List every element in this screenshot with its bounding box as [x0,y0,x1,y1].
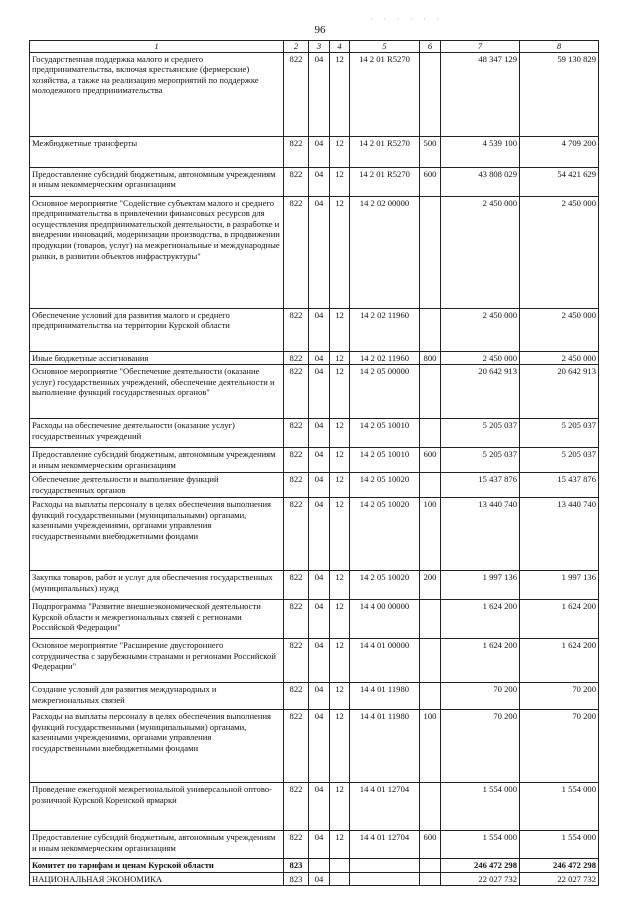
table-cell-s1: 48 347 129 [441,52,520,136]
table-cell-name: Подпрограмма "Развитие внешнеэкономической деятельности Курской области и межрегиональных связей с регионами Российской Федерации" [30,600,284,639]
table-cell-rz: 04 [309,571,330,600]
table-cell-s2: 1 554 000 [520,783,599,831]
table-cell-s1: 5 205 037 [441,448,520,473]
table-cell-s2: 70 200 [520,683,599,710]
table-cell-csr [350,859,420,873]
table-cell-csr: 14 4 01 00000 [350,639,420,683]
table-cell-pr: 12 [330,831,350,859]
table-cell-vr [420,52,441,136]
header-cell: 5 [350,41,420,53]
header-cell: 2 [284,41,309,53]
table-row [30,351,599,365]
table-cell-s1: 5 205 037 [441,419,520,448]
table-cell-gr: 822 [284,473,309,498]
table-cell-s2: 59 130 829 [520,52,599,136]
table-cell-vr: 600 [420,448,441,473]
table-cell-gr: 822 [284,448,309,473]
table-cell-s2: 2 450 000 [520,351,599,365]
table-row [30,571,599,600]
table-cell-s1: 70 200 [441,683,520,710]
table-cell-name: Предоставление субсидий бюджетным, автономным учреждениям и иным некоммерческим организациям [30,167,284,196]
table-cell-pr: 12 [330,473,350,498]
table-cell-pr: 12 [330,783,350,831]
table-cell-vr [420,683,441,710]
table-cell-rz: 04 [309,365,330,419]
table-row [30,683,599,710]
table-cell-s1: 2 450 000 [441,308,520,351]
table-cell-pr: 12 [330,600,350,639]
table-cell-gr: 822 [284,365,309,419]
table-row [30,52,599,136]
table-cell-s2: 5 205 037 [520,448,599,473]
table-cell-pr: 12 [330,351,350,365]
table-cell-csr: 14 4 01 11980 [350,710,420,783]
table-cell-s1: 1 554 000 [441,783,520,831]
table-cell-pr: 12 [330,52,350,136]
table-cell-csr: 14 4 00 00000 [350,600,420,639]
table-cell-s1: 20 642 913 [441,365,520,419]
table-body [30,52,599,886]
table-row [30,872,599,886]
table-cell-csr: 14 2 05 10020 [350,498,420,571]
table-cell-gr: 822 [284,351,309,365]
table-cell-s1: 15 437 876 [441,473,520,498]
table-cell-name: Межбюджетные трансферты [30,136,284,167]
table-cell-name: Основное мероприятие "Обеспечение деятельности (оказание услуг) государственных учреждений, обеспечение деятельности и выполнение функций государственных органов" [30,365,284,419]
table-cell-s1: 1 554 000 [441,831,520,859]
table-cell-pr: 12 [330,308,350,351]
table-cell-s2: 4 709 200 [520,136,599,167]
table-cell-rz: 04 [309,473,330,498]
table-cell-csr: 14 2 05 00000 [350,365,420,419]
table-cell-vr: 200 [420,571,441,600]
table-cell-rz [309,859,330,873]
table-cell-pr: 12 [330,683,350,710]
table-cell-rz: 04 [309,52,330,136]
table-cell-vr [420,473,441,498]
table-cell-s2: 22 027 732 [520,872,599,886]
table-cell-vr [420,308,441,351]
table-cell-rz: 04 [309,683,330,710]
table-cell-gr: 822 [284,710,309,783]
table-cell-vr [420,859,441,873]
table-row [30,448,599,473]
table-cell-gr: 822 [284,196,309,308]
header-cell: 3 [309,41,330,53]
table-cell-vr: 100 [420,498,441,571]
table-cell-gr: 822 [284,308,309,351]
table-cell-s2: 1 624 200 [520,600,599,639]
table-cell-pr: 12 [330,448,350,473]
table-cell-csr: 14 2 02 00000 [350,196,420,308]
table-cell-name: Обеспечение условий для развития малого и среднего предпринимательства на территории Курской области [30,308,284,351]
table-cell-s2: 2 450 000 [520,196,599,308]
table-row [30,419,599,448]
header-cell: 6 [420,41,441,53]
table-cell-name: Создание условий для развития международных и межрегиональных связей [30,683,284,710]
header-row [30,41,599,53]
table-cell-s1: 1 997 136 [441,571,520,600]
table-cell-pr: 12 [330,365,350,419]
table-cell-csr: 14 2 02 11960 [350,308,420,351]
table-cell-pr [330,859,350,873]
table-cell-rz: 04 [309,498,330,571]
table-cell-rz: 04 [309,419,330,448]
table-cell-rz: 04 [309,710,330,783]
table-cell-csr: 14 2 05 10020 [350,473,420,498]
table-cell-pr: 12 [330,639,350,683]
table-row [30,365,599,419]
table-cell-csr: 14 2 02 11960 [350,351,420,365]
table-cell-gr: 822 [284,419,309,448]
table-cell-name: Предоставление субсидий бюджетным, автономным учреждениям и иным некоммерческим организациям [30,831,284,859]
table-cell-s2: 5 205 037 [520,419,599,448]
table-cell-rz: 04 [309,136,330,167]
table-row [30,308,599,351]
table-cell-csr: 14 2 01 R5270 [350,52,420,136]
table-cell-s1: 4 539 100 [441,136,520,167]
table-cell-rz: 04 [309,308,330,351]
table-cell-s1: 1 624 200 [441,639,520,683]
table-cell-gr: 823 [284,872,309,886]
table-row [30,473,599,498]
page-number: 96 [314,24,326,36]
table-cell-vr: 600 [420,831,441,859]
table-cell-csr: 14 2 05 10020 [350,571,420,600]
table-row [30,498,599,571]
table-cell-gr: 822 [284,136,309,167]
table-cell-name: Расходы на выплаты персоналу в целях обеспечения выполнения функций государственными (муниципальными) органами, казенными учреждениями, органами управления государственными внебюджетными фондами [30,498,284,571]
table-cell-gr: 822 [284,52,309,136]
table-cell-name: Расходы на обеспечение деятельности (оказание услуг) государственных учреждений [30,419,284,448]
table-row [30,136,599,167]
table-cell-s1: 70 200 [441,710,520,783]
table-cell-rz: 04 [309,783,330,831]
table-cell-vr: 600 [420,167,441,196]
table-cell-rz: 04 [309,639,330,683]
table-cell-s2: 54 421 629 [520,167,599,196]
header-cell: 4 [330,41,350,53]
header-cell: 7 [441,41,520,53]
table-cell-name: Закупка товаров, работ и услуг для обеспечения государственных (муниципальных) нужд [30,571,284,600]
table-cell-s2: 20 642 913 [520,365,599,419]
table-cell-vr [420,783,441,831]
table-cell-vr [420,639,441,683]
table-cell-vr [420,419,441,448]
table-cell-name: Иные бюджетные ассигнования [30,351,284,365]
table-cell-s2: 1 997 136 [520,571,599,600]
table-cell-rz: 04 [309,448,330,473]
table-cell-gr: 823 [284,859,309,873]
table-cell-name: Проведение ежегодной межрегиональной универсальной оптово-розничной Курской Коренской ярмарки [30,783,284,831]
table-cell-rz: 04 [309,600,330,639]
table-cell-gr: 822 [284,498,309,571]
table-cell-name: Комитет по тарифам и ценам Курской области [30,859,284,873]
table-cell-s2: 1 624 200 [520,639,599,683]
table-cell-pr: 12 [330,167,350,196]
table-cell-gr: 822 [284,571,309,600]
table-cell-rz: 04 [309,872,330,886]
table-cell-rz: 04 [309,831,330,859]
table-cell-vr: 500 [420,136,441,167]
table-cell-name: Государственная поддержка малого и среднего предпринимательства, включая крестьянские (фермерские) хозяйства, а также на реализацию мероприятий по поддержке молодежного предпринимательства [30,52,284,136]
table-cell-csr: 14 4 01 12704 [350,831,420,859]
table-cell-s2: 70 200 [520,710,599,783]
table-cell-csr: 14 2 01 R5270 [350,167,420,196]
table-cell-pr: 12 [330,419,350,448]
table-row [30,710,599,783]
table-cell-s2: 15 437 876 [520,473,599,498]
table-cell-name: Предоставление субсидий бюджетным, автономным учреждениям и иным некоммерческим организациям [30,448,284,473]
table-cell-gr: 822 [284,167,309,196]
table-cell-gr: 822 [284,600,309,639]
table-cell-name: Основное мероприятие "Содействие субъектам малого и среднего предпринимательства в привлечении финансовых ресурсов для осуществления предпринимательской деятельности, в разработке и внедрении инноваций, модернизации производства, в продвижении продукции (товаров, услуг) на межрегиональные и международные рынки, в развитии объектов инфраструктуры" [30,196,284,308]
table-cell-gr: 822 [284,783,309,831]
table-row [30,783,599,831]
table-cell-rz: 04 [309,351,330,365]
table-cell-name: Основное мероприятие "Расширение двустороннего сотрудничества с зарубежными странами и регионами Российской Федерации" [30,639,284,683]
table-row [30,167,599,196]
table-cell-s1: 2 450 000 [441,351,520,365]
table-cell-vr [420,196,441,308]
table-cell-s2: 13 440 740 [520,498,599,571]
table-cell-vr [420,872,441,886]
table-cell-name: Обеспечение деятельности и выполнение функций государственных органов [30,473,284,498]
table-cell-s1: 22 027 732 [441,872,520,886]
table-cell-vr: 800 [420,351,441,365]
table-cell-s1: 1 624 200 [441,600,520,639]
table-row [30,639,599,683]
header-cell: 8 [520,41,599,53]
table-cell-rz: 04 [309,167,330,196]
table-cell-s2: 246 472 298 [520,859,599,873]
table-cell-csr: 14 2 05 10010 [350,448,420,473]
budget-table [29,40,599,886]
table-cell-s1: 13 440 740 [441,498,520,571]
table-cell-s1: 2 450 000 [441,196,520,308]
table-row [30,196,599,308]
table-cell-pr: 12 [330,136,350,167]
table-cell-s2: 1 554 000 [520,831,599,859]
table-cell-pr [330,872,350,886]
table-cell-vr [420,600,441,639]
table-cell-pr: 12 [330,710,350,783]
table-cell-csr [350,872,420,886]
table-row [30,600,599,639]
table-cell-csr: 14 2 01 R5270 [350,136,420,167]
scan-artifact: · · · · · · [370,14,444,24]
table-cell-vr: 100 [420,710,441,783]
table-cell-csr: 14 2 05 10010 [350,419,420,448]
table-cell-name: НАЦИОНАЛЬНАЯ ЭКОНОМИКА [30,872,284,886]
table-cell-pr: 12 [330,498,350,571]
table-cell-pr: 12 [330,196,350,308]
table-cell-s1: 43 808 029 [441,167,520,196]
table-cell-pr: 12 [330,571,350,600]
table-cell-csr: 14 4 01 11980 [350,683,420,710]
table-row [30,831,599,859]
table-cell-name: Расходы на выплаты персоналу в целях обеспечения выполнения функций государственными (муниципальными) органами, казенными учреждениями, органами управления государственными внебюджетными фондами [30,710,284,783]
table-cell-s2: 2 450 000 [520,308,599,351]
table-cell-csr: 14 4 01 12704 [350,783,420,831]
table-cell-rz: 04 [309,196,330,308]
table-cell-gr: 822 [284,683,309,710]
table-cell-s1: 246 472 298 [441,859,520,873]
table-row [30,859,599,873]
header-cell: 1 [30,41,284,53]
table-cell-gr: 822 [284,639,309,683]
table-cell-gr: 822 [284,831,309,859]
table-cell-vr [420,365,441,419]
